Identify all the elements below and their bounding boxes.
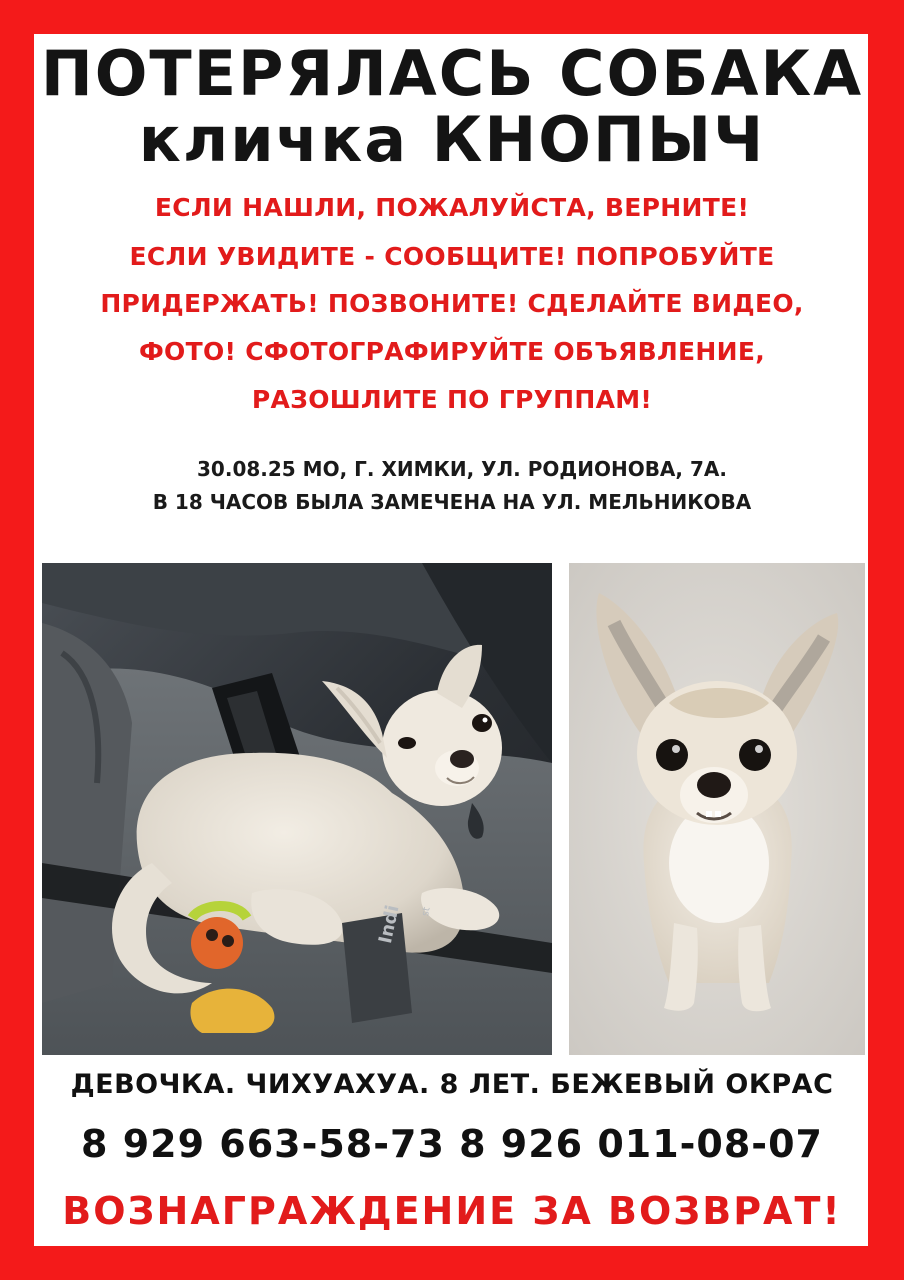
sighting-text: В 18 ЧАСОВ БЫЛА ЗАМЕЧЕНА НА УЛ. МЕЛЬНИКОВА [152, 490, 752, 514]
appeal-line-2: ЕСЛИ УВИДИТЕ - СООБЩИТЕ! ПОПРОБУЙТЕ [129, 242, 775, 271]
car-seat-brand-text: Indi [375, 903, 404, 946]
lost-location-text: 30.08.25 МО, Г. ХИМКИ, УЛ. РОДИОНОВА, 7А. [197, 457, 727, 481]
poster-title: ПОТЕРЯЛАСЬ СОБАКА [40, 37, 864, 110]
reward-notice: ВОЗНАГРАЖДЕНИЕ ЗА ВОЗВРАТ! [62, 1189, 842, 1233]
car-seat-brand-subtext: st [420, 906, 433, 918]
dog-photo-car-seat [42, 563, 552, 1055]
dog-car-seat-illustration [42, 563, 552, 1055]
dog-front-illustration [569, 563, 865, 1055]
appeal-line-5: РАЗОШЛИТЕ ПО ГРУППАМ! [251, 385, 653, 414]
dog-description: ДЕВОЧКА. ЧИХУАХУА. 8 ЛЕТ. БЕЖЕВЫЙ ОКРАС [70, 1069, 834, 1100]
appeal-line-3: ПРИДЕРЖАТЬ! ПОЗВОНИТЕ! СДЕЛАЙТЕ ВИДЕО, [100, 289, 804, 318]
contact-phones: 8 929 663-58-73 8 926 011-08-07 [81, 1122, 823, 1166]
appeal-line-1: ЕСЛИ НАШЛИ, ПОЖАЛУЙСТА, ВЕРНИТЕ! [154, 193, 750, 222]
appeal-line-4: ФОТО! СФОТОГРАФИРУЙТЕ ОБЪЯВЛЕНИЕ, [138, 337, 766, 366]
dog-name-line: кличка КНОПЫЧ [138, 103, 766, 176]
dog-photo-front [569, 563, 865, 1055]
